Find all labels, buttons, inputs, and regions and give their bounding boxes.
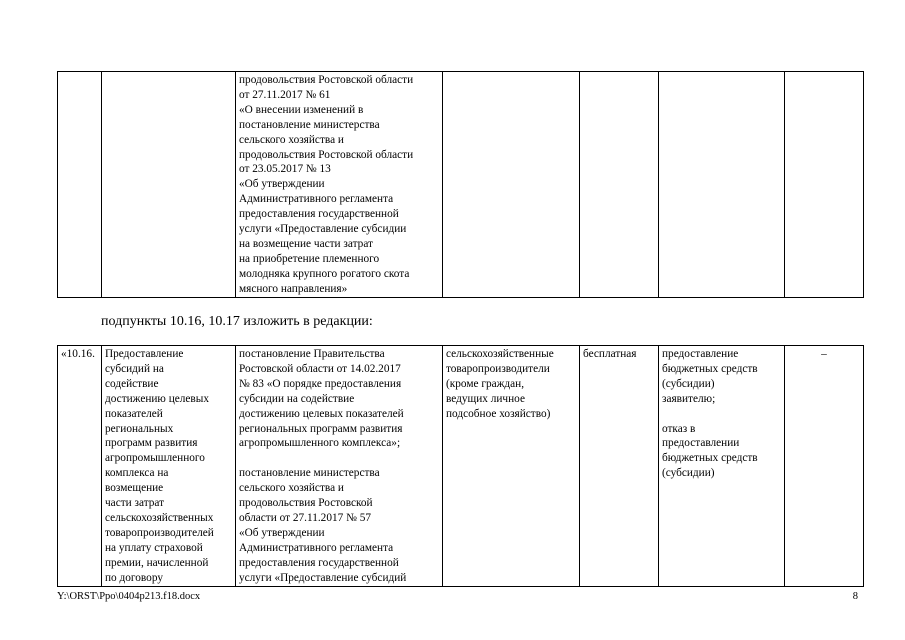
table-row bbox=[58, 72, 864, 298]
cell-number: «10.16. bbox=[58, 346, 102, 587]
top-cell-payment bbox=[580, 72, 659, 298]
top-cell-result bbox=[659, 72, 785, 298]
cell-legal-basis: постановление Правительства Ростовской области от 14.02.2017 № 83 «О порядке предоставления субсидии на содействие достижению целевых показателей региональных программ развития агропромышленного комплекса»; постановление министерства сельского хозяйства и продовольствия Ростовской области от 27.11.2017 № 57 «Об утверждении Административного регламента предоставления государственной услуги «Предоставление субсидий bbox=[236, 346, 443, 587]
top-cell-number bbox=[58, 72, 102, 298]
footer-page-number: 8 bbox=[852, 591, 858, 602]
cell-result: предоставление бюджетных средств (субсидии) заявителю; отказ в предоставлении бюджетных средств (субсидии) bbox=[659, 346, 785, 587]
footer-file-path: Y:\ORST\Ppo\0404p213.f18.docx bbox=[57, 591, 201, 602]
amendment-heading: подпункты 10.16, 10.17 изложить в редакции: bbox=[101, 314, 373, 329]
cell-last: – bbox=[785, 346, 864, 587]
table-row bbox=[58, 346, 864, 587]
main-table bbox=[57, 345, 864, 587]
top-cell-recipients bbox=[443, 72, 580, 298]
top-cell-last bbox=[785, 72, 864, 298]
cell-recipients: сельскохозяйственные товаропроизводители (кроме граждан, ведущих личное подсобное хозяйство) bbox=[443, 346, 580, 587]
cell-service-name: Предоставление субсидий на содействие достижению целевых показателей региональных программ развития агропромышленного комплекса на возмещение части затрат сельскохозяйственных товаропроизводителей на уплату страховой премии, начисленной по договору bbox=[102, 346, 236, 587]
top-cell-legal-basis: продовольствия Ростовской области от 27.11.2017 № 61 «О внесении изменений в постановление министерства сельского хозяйства и продовольствия Ростовской области от 23.05.2017 № 13 «Об утверждении Административного регламента предоставления государственной услуги «Предоставление субсидии на возмещение части затрат на приобретение племенного молодняка крупного рогатого скота мясного направления» bbox=[236, 72, 443, 298]
top-cell-name bbox=[102, 72, 236, 298]
top-table-fragment bbox=[57, 71, 864, 298]
cell-payment: бесплатная bbox=[580, 346, 659, 587]
